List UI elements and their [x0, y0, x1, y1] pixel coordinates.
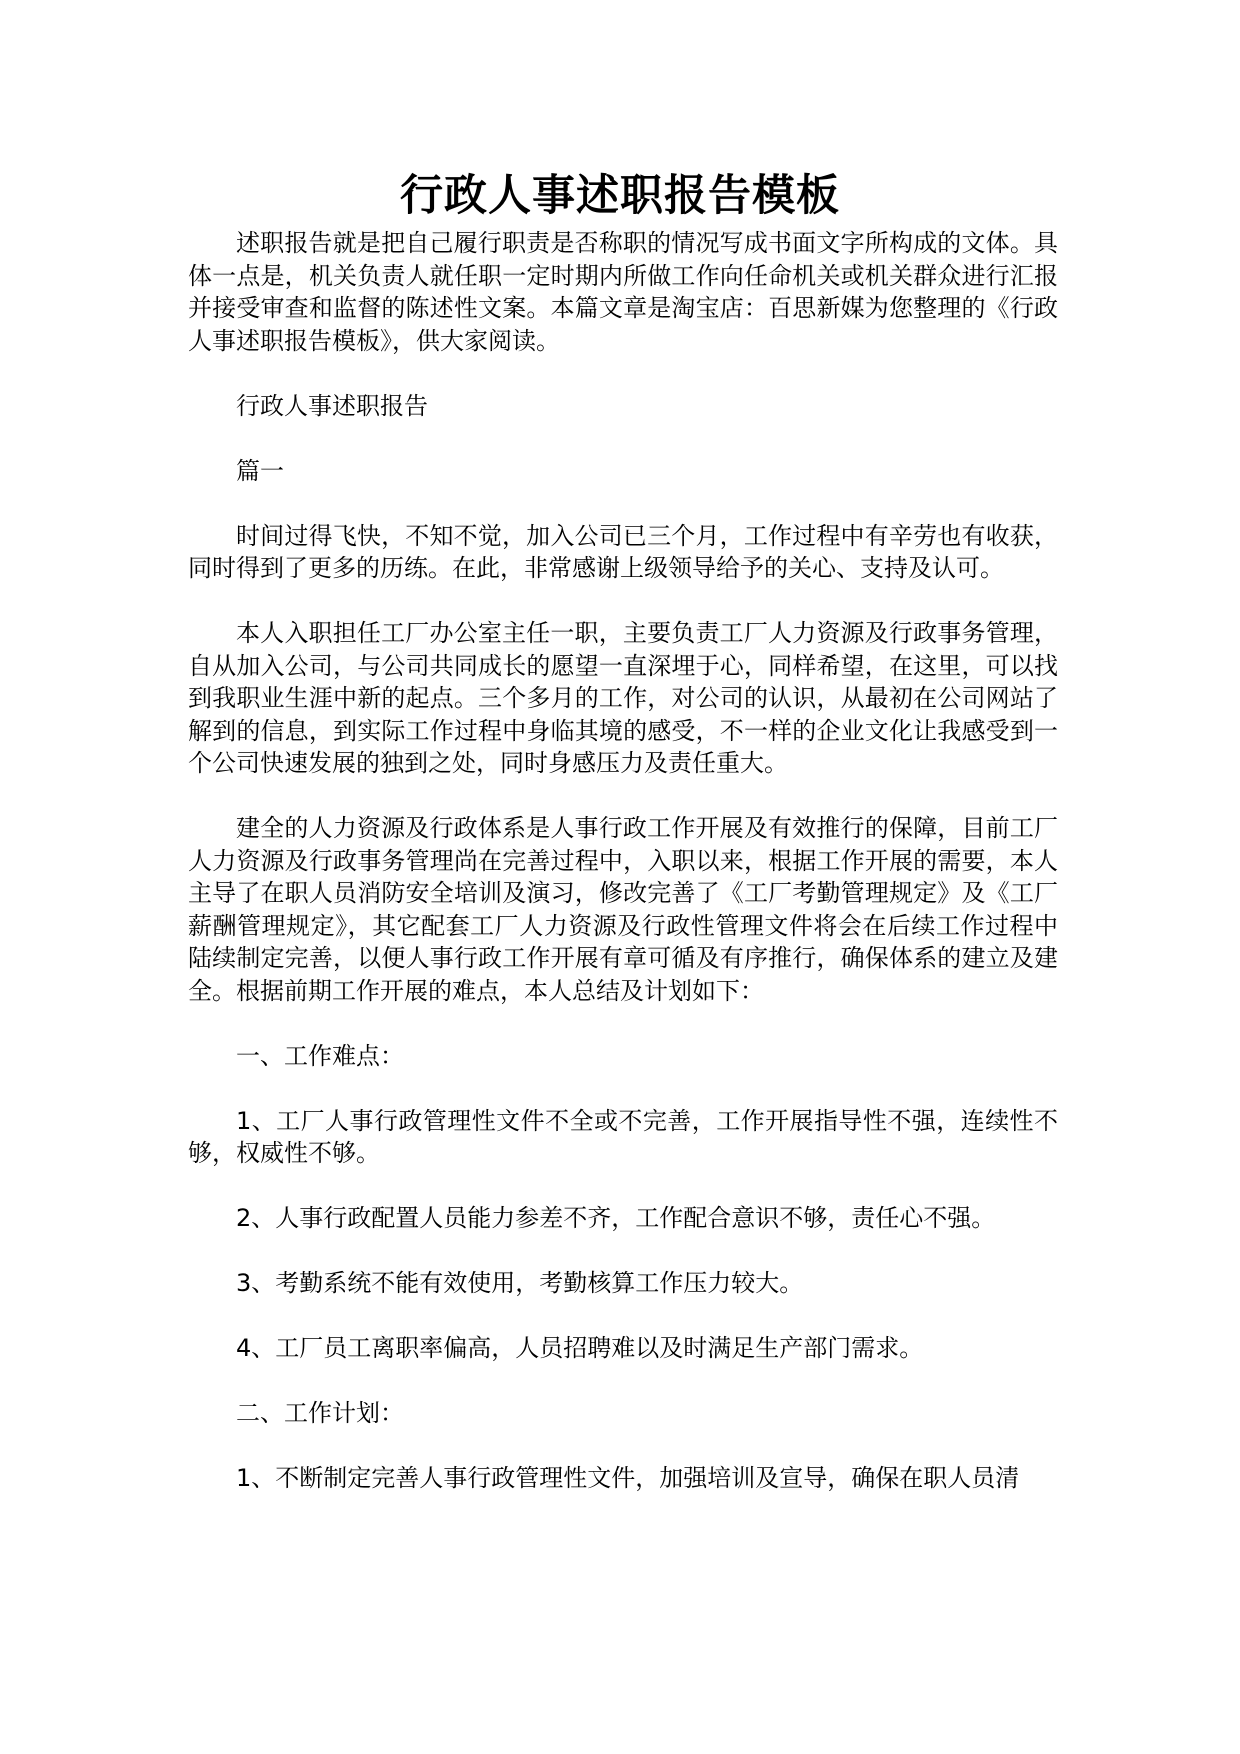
paragraph-gap — [188, 1007, 1058, 1040]
paragraph-gap — [188, 1365, 1058, 1398]
paragraph-role: 本人入职担任工厂办公室主任一职，主要负责工厂人力资源及行政事务管理，自从加入公司，与公司共同成长的愿望一直深埋于心，同样希望，在这里，可以找到我职业生涯中新的起点。三个多月的工作，对公司的认识，从最初在公司网站了解到的信息，到实际工作过程中身临其境的感受，不一样的企业文化让我感受到一个公司快速发展的独到之处，同时身感压力及责任重大。 — [188, 619, 1058, 777]
list-item-difficulty-2: 2、人事行政配置人员能力参差不齐，工作配合意识不够，责任心不强。 — [236, 1204, 996, 1232]
paragraph-gap — [188, 1300, 1058, 1333]
paragraph-section-label: 篇一 — [236, 456, 284, 485]
paragraph-gap — [188, 780, 1058, 813]
list-item-difficulty-1: 1、工厂人事行政管理性文件不全或不完善，工作开展指导性不强，连续性不够，权威性不够。 — [188, 1106, 1058, 1167]
paragraph-system: 建全的人力资源及行政体系是人事行政工作开展及有效推行的保障，目前工厂人力资源及行政事务管理尚在完善过程中，入职以来，根据工作开展的需要，本人主导了在职人员消防安全培训及演习，修改完善了《工厂考勤管理规定》及《工厂薪酬管理规定》，其它配套工厂人力资源及行政性管理文件将会在后续工作过程中陆续制定完善，以便人事行政工作开展有章可循及有序推行，确保体系的建立及建全。根据前期工作开展的难点，本人总结及计划如下： — [188, 814, 1058, 1005]
paragraph-gap — [188, 422, 1058, 455]
heading-difficulties: 一、工作难点： — [236, 1041, 404, 1070]
paragraph-gap — [188, 1430, 1058, 1463]
list-item-plan-1: 1、不断制定完善人事行政管理性文件，加强培训及宣导，确保在职人员清 — [236, 1464, 1020, 1492]
paragraph-opening: 时间过得飞快，不知不觉，加入公司已三个月，工作过程中有辛劳也有收获，同时得到了更多的历练。在此，非常感谢上级领导给予的关心、支持及认可。 — [188, 521, 1058, 582]
paragraph-gap — [188, 1235, 1058, 1268]
paragraph-gap — [188, 357, 1058, 390]
paragraph-gap — [188, 585, 1058, 618]
paragraph-subtitle: 行政人事述职报告 — [236, 391, 428, 420]
paragraph-gap — [188, 487, 1058, 520]
list-item-difficulty-3: 3、考勤系统不能有效使用，考勤核算工作压力较大。 — [236, 1269, 804, 1297]
heading-plan: 二、工作计划： — [236, 1399, 404, 1427]
paragraph-intro: 述职报告就是把自己履行职责是否称职的情况写成书面文字所构成的文体。具体一点是，机关负责人就任职一定时期内所做工作向任命机关或机关群众进行汇报并接受审查和监督的陈述性文案。本篇文章是淘宝店：百思新媒为您整理的《行政人事述职报告模板》，供大家阅读。 — [188, 229, 1058, 355]
paragraph-gap — [188, 1072, 1058, 1105]
list-item-difficulty-4: 4、工厂员工离职率偏高，人员招聘难以及时满足生产部门需求。 — [236, 1334, 924, 1362]
paragraph-gap — [188, 1170, 1058, 1203]
document-body — [188, 227, 1058, 1495]
document-title: 行政人事述职报告模板 — [400, 171, 840, 221]
